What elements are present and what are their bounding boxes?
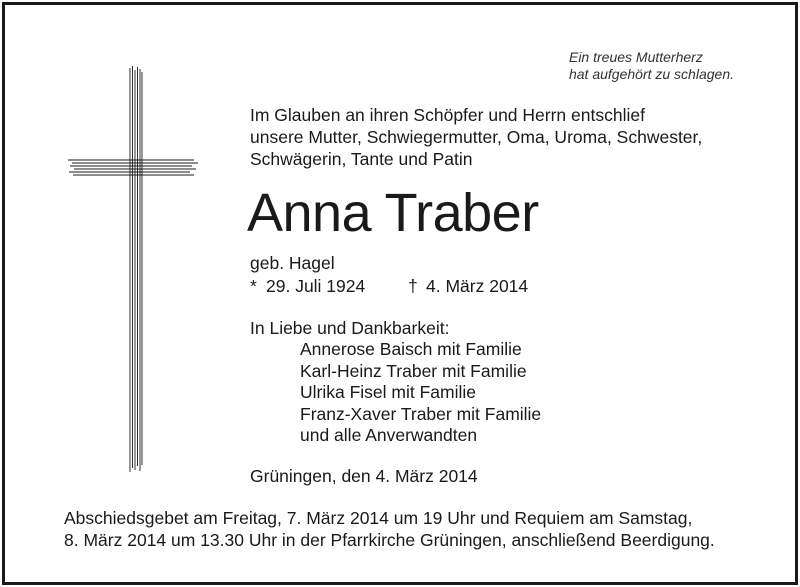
motto (569, 49, 734, 83)
birth-symbol: * (250, 276, 257, 296)
mourner-entry: Karl-Heinz Traber mit Familie (300, 360, 527, 381)
cross-icon (60, 62, 200, 474)
mourner-entry: Annerose Baisch mit Familie (300, 339, 522, 359)
place-date: Grüningen, den 4. März 2014 (250, 466, 478, 486)
service-line-2: 8. März 2014 um 13.30 Uhr in der Pfarrkirche Grüningen, anschließend Beerdigung. (64, 530, 715, 550)
mourner-entry: und alle Anverwandten (300, 425, 478, 445)
motto-line-2: hat aufgehört zu schlagen. (568, 66, 734, 82)
mourner-entry: Ulrika Fisel mit Familie (300, 382, 476, 402)
mourner-entry: Franz-Xaver Traber mit Familie (300, 403, 542, 424)
mourners-list (300, 339, 541, 447)
death-entry (408, 275, 528, 297)
death-cross-icon: † (408, 276, 418, 296)
intro-line-2: unsere Mutter, Schwiegermutter, Oma, Uroma, Schwester, (250, 127, 703, 147)
birth-date: 29. Juli 1924 (266, 276, 366, 296)
birth-name: geb. Hagel (250, 253, 335, 273)
deceased-name: Anna Traber (247, 183, 539, 243)
life-dates (250, 275, 529, 297)
intro-text (250, 104, 702, 170)
service-info (64, 507, 715, 551)
intro-line-1: Im Glauben an ihren Schöpfer und Herrn entschlief (250, 105, 645, 125)
service-line-1: Abschiedsgebet am Freitag, 7. März 2014 um 19 Uhr und Requiem am Samstag, (64, 508, 693, 528)
motto-line-1: Ein treues Mutterherz (568, 49, 703, 65)
mourners-label: In Liebe und Dankbarkeit: (250, 318, 450, 338)
death-date: 4. März 2014 (426, 276, 529, 296)
intro-line-3: Schwägerin, Tante und Patin (250, 149, 473, 169)
